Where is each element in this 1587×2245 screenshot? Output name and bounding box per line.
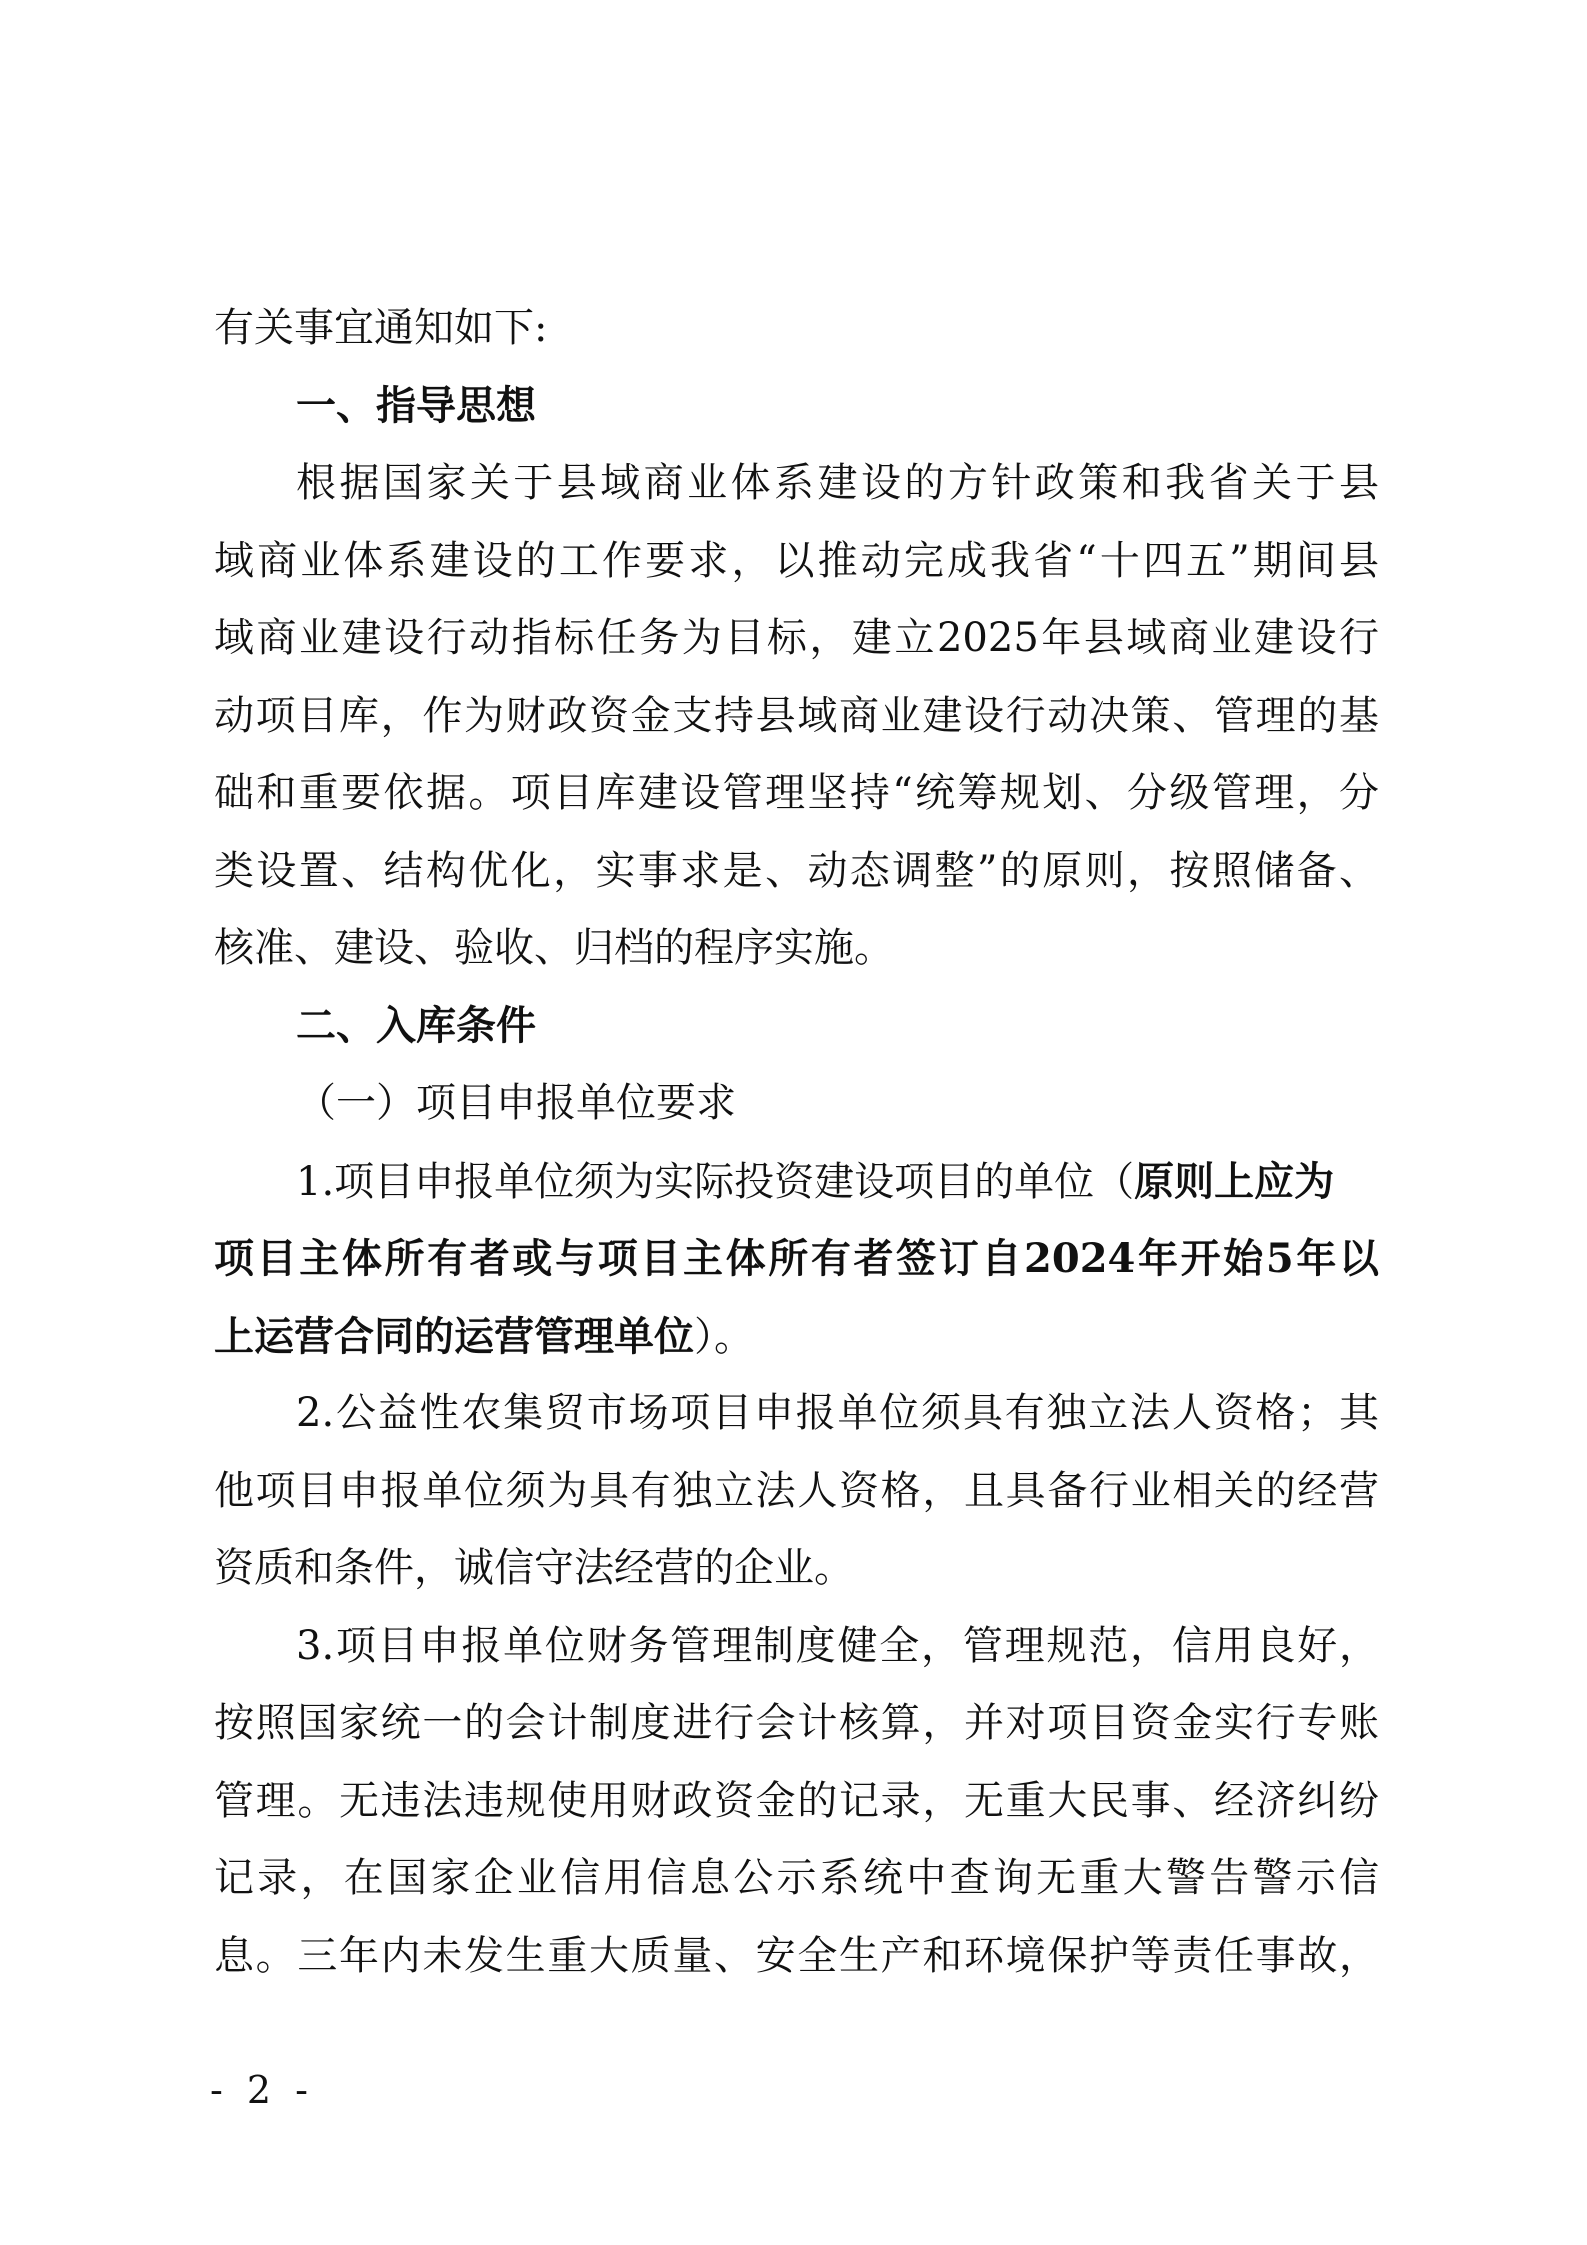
body-text: 1.项目申报单位须为实际投资建设项目的单位（ bbox=[296, 1158, 1135, 1205]
body-line: 动项目库，作为财政资金支持县域商业建设行动决策、管理的基 bbox=[214, 692, 1379, 739]
body-line: 3.项目申报单位财务管理制度健全，管理规范，信用良好， bbox=[296, 1622, 1379, 1669]
section-heading: 二、入库条件 bbox=[296, 1002, 536, 1049]
body-line: 息。三年内未发生重大质量、安全生产和环境保护等责任事故， bbox=[214, 1932, 1379, 1979]
body-line: 域商业体系建设的工作要求，以推动完成我省“十四五”期间县 bbox=[214, 537, 1379, 584]
bold-text: 原则上应为 bbox=[1134, 1157, 1335, 1205]
body-line: 础和重要依据。项目库建设管理坚持“统筹规划、分级管理，分 bbox=[214, 770, 1379, 816]
body-line: 有关事宜通知如下: bbox=[214, 305, 548, 351]
body-line: 根据国家关于县域商业体系建设的方针政策和我省关于县 bbox=[296, 460, 1379, 506]
body-line: 2.公益性农集贸市场项目申报单位须具有独立法人资格；其 bbox=[296, 1390, 1379, 1436]
bold-text: 上运营合同的运营管理单位 bbox=[214, 1312, 694, 1360]
body-line: 域商业建设行动指标任务为目标，建立2025年县域商业建设行 bbox=[214, 615, 1379, 661]
body-line: 按照国家统一的会计制度进行会计核算，并对项目资金实行专账 bbox=[214, 1700, 1379, 1746]
document-body bbox=[214, 290, 1379, 1995]
body-line: 核准、建设、验收、归档的程序实施。 bbox=[214, 925, 894, 971]
bold-line: 项目主体所有者或与项目主体所有者签订自2024年开始5年以 bbox=[214, 1235, 1379, 1282]
body-line: 他项目申报单位须为具有独立法人资格，且具备行业相关的经营 bbox=[214, 1467, 1379, 1514]
body-line: 类设置、结构优化，实事求是、动态调整”的原则，按照储备、 bbox=[214, 847, 1379, 894]
body-text: ）。 bbox=[694, 1313, 754, 1360]
body-line bbox=[214, 1143, 1379, 1221]
subsection-heading: （一）项目申报单位要求 bbox=[296, 1080, 736, 1126]
body-line: 管理。无违法违规使用财政资金的记录，无重大民事、经济纠纷 bbox=[214, 1777, 1379, 1824]
body-line bbox=[214, 1298, 1379, 1376]
section-heading: 一、指导思想 bbox=[296, 382, 536, 429]
page-number: - 2 - bbox=[210, 2068, 315, 2112]
body-line: 记录，在国家企业信用信息公示系统中查询无重大警告警示信 bbox=[214, 1855, 1379, 1901]
body-line: 资质和条件，诚信守法经营的企业。 bbox=[214, 1545, 854, 1591]
